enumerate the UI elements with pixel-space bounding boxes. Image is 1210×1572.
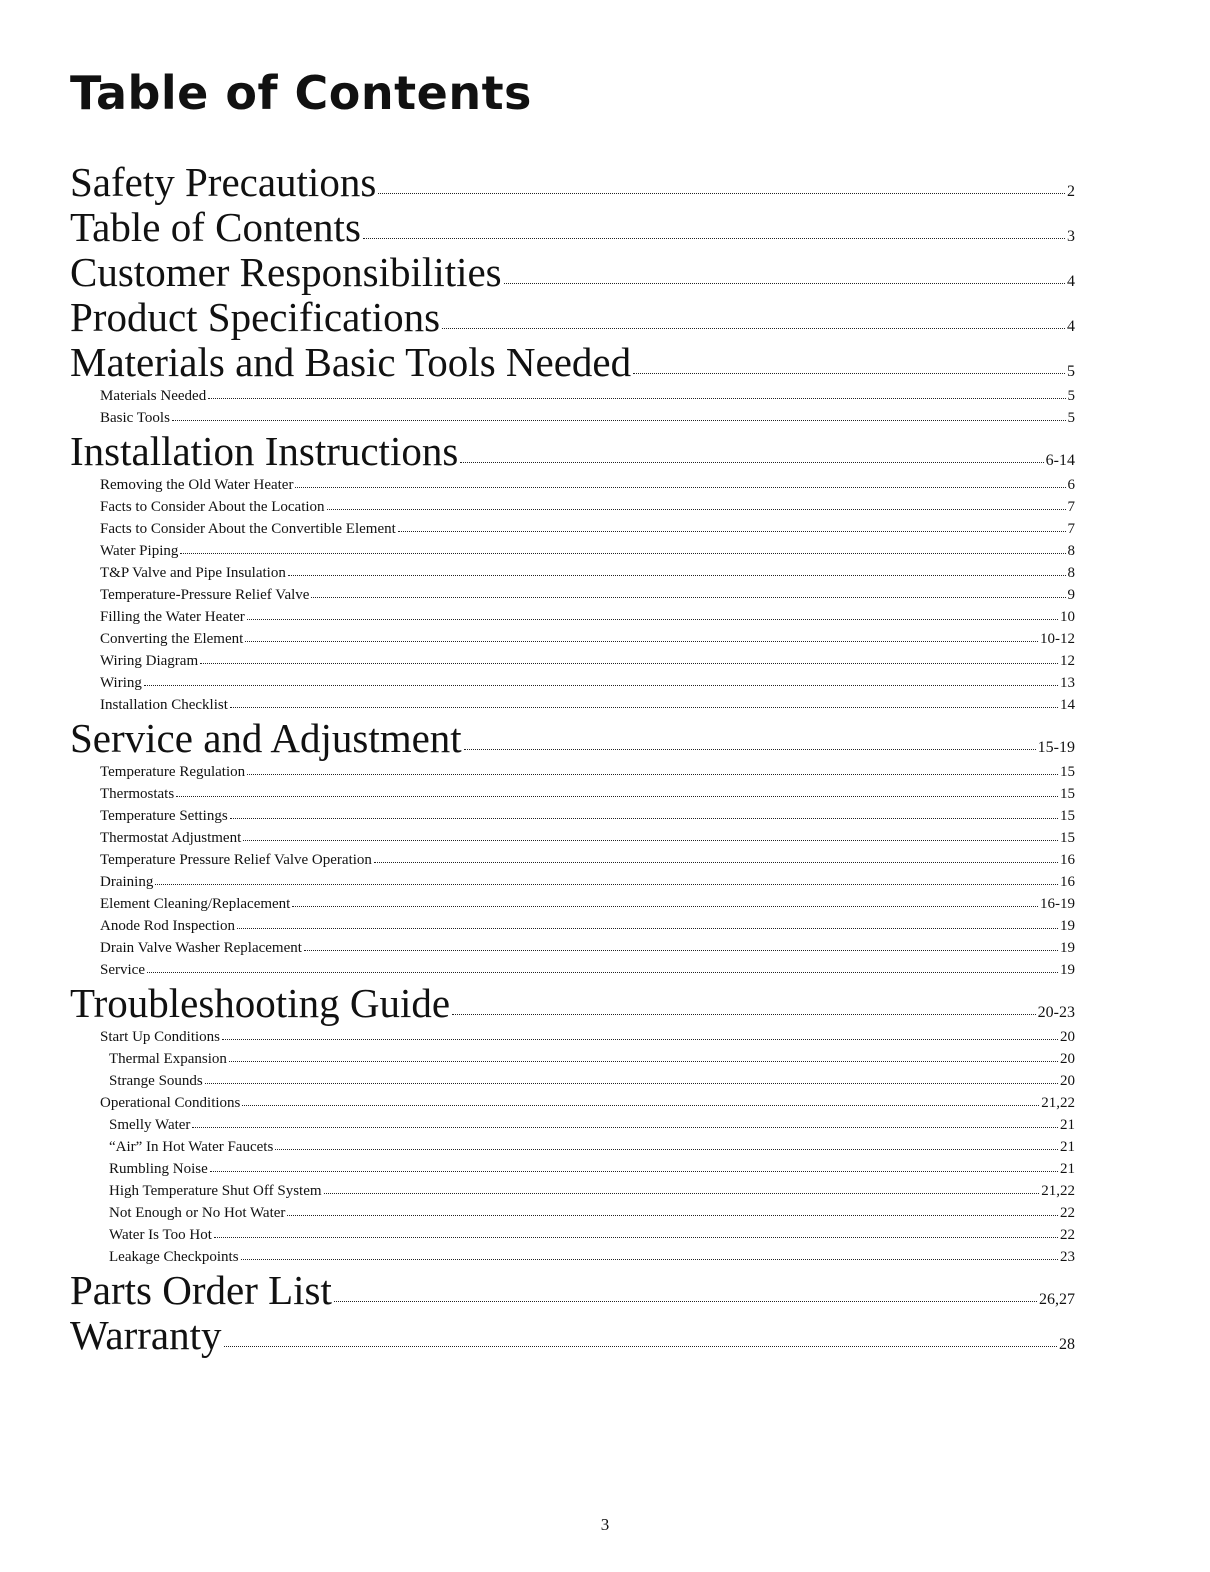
toc-subsection-entry [70,1136,1075,1158]
toc-subsection-entry [70,650,1075,672]
dot-leader [442,328,1065,329]
toc-entry-label: Parts Order List [70,1267,332,1313]
toc-entry-page: 7 [1067,499,1075,515]
toc-entry-page: 13 [1060,675,1075,691]
toc-entry-page: 20 [1060,1051,1075,1067]
toc-entry-page: 21 [1060,1139,1075,1155]
toc-entry-label: T&P Valve and Pipe Insulation [100,565,286,581]
dot-leader [247,774,1058,775]
toc-subsection-entry [70,407,1075,429]
toc-entry-page: 23 [1060,1249,1075,1265]
toc-entry-label: Start Up Conditions [100,1029,221,1045]
dot-leader [464,749,1036,750]
toc-entry-page: 5 [1067,410,1075,426]
dot-leader [287,1215,1058,1216]
dot-leader [243,840,1058,841]
page-title: Table of Contents [70,66,532,120]
toc-subsection-entry [70,1246,1075,1268]
dot-leader [144,685,1058,686]
dot-leader [304,950,1058,951]
dot-leader [633,373,1065,374]
toc-subsection-entry [70,1114,1075,1136]
dot-leader [327,509,1066,510]
dot-leader [292,906,1038,907]
toc-entry-page: 6 [1067,477,1075,493]
dot-leader [324,1193,1040,1194]
toc-entry-label: Draining [100,874,154,890]
toc-entry-page: 21,22 [1041,1183,1075,1199]
toc-entry-label: Troubleshooting Guide [70,980,451,1026]
toc-subsection-entry [70,1092,1075,1114]
toc-entry-page: 19 [1060,940,1075,956]
toc-entry-label: Temperature Regulation [100,764,246,780]
toc-subsection-entry [70,694,1075,716]
dot-leader [452,1014,1036,1015]
toc-section-entry [70,205,1075,250]
table-of-contents [70,160,1075,1358]
toc-entry-page: 16-19 [1040,896,1075,912]
dot-leader [247,619,1058,620]
toc-subsection-entry [70,606,1075,628]
toc-entry-label: Anode Rod Inspection [100,918,235,934]
toc-entry-label: Rumbling Noise [109,1161,208,1177]
toc-entry-page: 4 [1067,273,1075,290]
dot-leader [398,531,1066,532]
toc-subsection-entry [70,628,1075,650]
toc-entry-label: Wiring Diagram [100,653,199,669]
toc-subsection-entry [70,761,1075,783]
toc-subsection-entry [70,672,1075,694]
dot-leader [205,1083,1058,1084]
dot-leader [222,1039,1058,1040]
toc-entry-label: Thermostat Adjustment [100,830,242,846]
toc-subsection-entry [70,1048,1075,1070]
dot-leader [460,462,1043,463]
toc-entry-page: 19 [1060,962,1075,978]
toc-entry-page: 5 [1067,388,1075,404]
dot-leader [245,641,1038,642]
toc-entry-page: 2 [1067,183,1075,200]
toc-section-entry [70,1313,1075,1358]
toc-entry-label: Installation Checklist [100,697,228,713]
dot-leader [504,283,1065,284]
toc-entry-label: Warranty [70,1312,222,1358]
toc-subsection-entry [70,805,1075,827]
toc-entry-label: Temperature Pressure Relief Valve Operation [100,852,372,868]
dot-leader [208,398,1065,399]
dot-leader [378,193,1065,194]
toc-entry-label: Materials and Basic Tools Needed [70,339,632,385]
toc-section-entry [70,1268,1075,1313]
dot-leader [192,1127,1058,1128]
dot-leader [311,597,1065,598]
toc-entry-page: 21 [1060,1117,1075,1133]
toc-entry-page: 14 [1060,697,1075,713]
dot-leader [180,553,1065,554]
toc-subsection-entry [70,1224,1075,1246]
toc-entry-page: 10 [1060,609,1075,625]
toc-entry-page: 9 [1067,587,1075,603]
dot-leader [334,1301,1037,1302]
toc-entry-page: 19 [1060,918,1075,934]
toc-entry-label: Wiring [100,675,142,691]
dot-leader [295,487,1065,488]
toc-subsection-entry [70,540,1075,562]
toc-entry-label: Converting the Element [100,631,244,647]
toc-entry-label: Water Piping [100,543,179,559]
dot-leader [230,818,1058,819]
toc-entry-label: Facts to Consider About the Location [100,499,325,515]
toc-entry-page: 5 [1067,363,1075,380]
toc-entry-label: Water Is Too Hot [109,1227,212,1243]
toc-entry-label: Materials Needed [100,388,207,404]
dot-leader [147,972,1058,973]
toc-subsection-entry [70,1180,1075,1202]
toc-entry-label: Customer Responsibilities [70,249,502,295]
toc-subsection-entry [70,1202,1075,1224]
toc-section-entry [70,981,1075,1026]
page-number: 3 [600,1515,610,1534]
toc-entry-label: Installation Instructions [70,428,459,474]
toc-entry-page: 8 [1067,565,1075,581]
dot-leader [224,1346,1057,1347]
toc-entry-page: 22 [1060,1227,1075,1243]
toc-subsection-entry [70,1158,1075,1180]
toc-entry-page: 15 [1060,830,1075,846]
toc-subsection-entry [70,959,1075,981]
dot-leader [172,420,1066,421]
toc-entry-page: 4 [1067,318,1075,335]
dot-leader [200,663,1058,664]
toc-entry-label: Facts to Consider About the Convertible Element [100,521,396,537]
toc-entry-label: Drain Valve Washer Replacement [100,940,302,956]
toc-section-entry [70,429,1075,474]
toc-subsection-entry [70,783,1075,805]
toc-subsection-entry [70,584,1075,606]
toc-entry-label: Temperature Settings [100,808,228,824]
dot-leader [288,575,1066,576]
toc-subsection-entry [70,385,1075,407]
toc-entry-label: Removing the Old Water Heater [100,477,294,493]
toc-entry-label: Strange Sounds [109,1073,203,1089]
toc-entry-label: Not Enough or No Hot Water [109,1205,286,1221]
dot-leader [275,1149,1058,1150]
toc-entry-label: Product Specifications [70,294,441,340]
toc-entry-page: 8 [1067,543,1075,559]
toc-subsection-entry [70,893,1075,915]
toc-entry-label: Service [100,962,145,978]
toc-entry-page: 7 [1067,521,1075,537]
toc-section-entry [70,340,1075,385]
toc-section-entry [70,250,1075,295]
toc-entry-page: 16 [1060,852,1075,868]
dot-leader [214,1237,1058,1238]
toc-subsection-entry [70,1070,1075,1092]
toc-entry-label: “Air” In Hot Water Faucets [109,1139,274,1155]
toc-entry-page: 3 [1067,228,1075,245]
toc-entry-label: Leakage Checkpoints [109,1249,239,1265]
toc-entry-label: Safety Precautions [70,159,377,205]
toc-entry-page: 12 [1060,653,1075,669]
toc-entry-label: Element Cleaning/Replacement [100,896,291,912]
toc-subsection-entry [70,849,1075,871]
toc-entry-page: 6-14 [1045,452,1075,469]
toc-subsection-entry [70,518,1075,540]
toc-subsection-entry [70,827,1075,849]
toc-entry-page: 26,27 [1039,1291,1075,1308]
dot-leader [237,928,1058,929]
toc-entry-page: 21 [1060,1161,1075,1177]
toc-subsection-entry [70,1026,1075,1048]
dot-leader [155,884,1058,885]
toc-entry-page: 15 [1060,764,1075,780]
toc-entry-page: 15-19 [1037,739,1075,756]
toc-subsection-entry [70,871,1075,893]
dot-leader [374,862,1058,863]
toc-entry-label: Operational Conditions [100,1095,241,1111]
toc-section-entry [70,716,1075,761]
toc-entry-label: Smelly Water [109,1117,191,1133]
toc-entry-label: Filling the Water Heater [100,609,245,625]
toc-entry-label: Thermal Expansion [109,1051,227,1067]
dot-leader [363,238,1065,239]
toc-entry-label: Thermostats [100,786,175,802]
toc-entry-page: 20-23 [1037,1004,1075,1021]
toc-entry-label: High Temperature Shut Off System [109,1183,322,1199]
toc-entry-label: Temperature-Pressure Relief Valve [100,587,310,603]
toc-entry-page: 16 [1060,874,1075,890]
toc-subsection-entry [70,937,1075,959]
toc-entry-page: 22 [1060,1205,1075,1221]
toc-entry-label: Service and Adjustment [70,715,462,761]
toc-entry-label: Table of Contents [70,204,361,250]
toc-section-entry [70,160,1075,205]
toc-entry-page: 21,22 [1041,1095,1075,1111]
dot-leader [210,1171,1058,1172]
toc-entry-page: 10-12 [1040,631,1075,647]
toc-entry-label: Basic Tools [100,410,170,426]
toc-entry-page: 15 [1060,786,1075,802]
dot-leader [229,1061,1058,1062]
dot-leader [176,796,1058,797]
toc-subsection-entry [70,496,1075,518]
toc-subsection-entry [70,562,1075,584]
toc-subsection-entry [70,474,1075,496]
toc-subsection-entry [70,915,1075,937]
toc-entry-page: 20 [1060,1029,1075,1045]
toc-section-entry [70,295,1075,340]
dot-leader [242,1105,1039,1106]
toc-entry-page: 20 [1060,1073,1075,1089]
toc-entry-page: 28 [1059,1336,1075,1353]
toc-entry-page: 15 [1060,808,1075,824]
dot-leader [230,707,1058,708]
dot-leader [241,1259,1058,1260]
